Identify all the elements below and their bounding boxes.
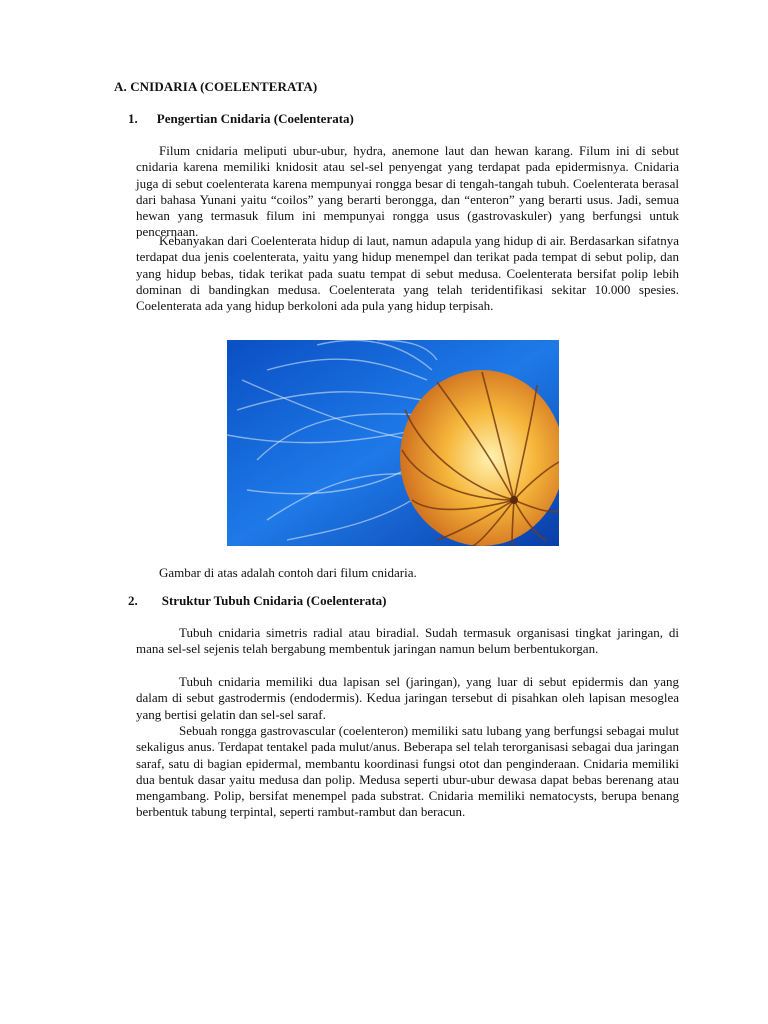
section2-number: 2.	[128, 593, 138, 608]
section1-number: 1.	[128, 111, 138, 126]
section1-heading	[128, 111, 354, 127]
section1-title: Pengertian Cnidaria (Coelenterata)	[156, 111, 354, 126]
section2-paragraph-3: Sebuah rongga gastrovascular (coelenteron) memiliki satu lubang yang berfungsi sebagai mulut sekaligus anus. Terdapat tentakel pada mulut/anus. Beberapa sel telah terorganisasi sebagai dua jaringan saraf, satu di bagian epidermal, membantu koordinasi fungsi otot dan penginderaan. Cnidaria memiliki dua bentuk dasar yaitu medusa dan polip. Medusa seperti ubur-ubur dewasa dapat bebas berenang atau mengambang. Polip, bersifat menempel pada substrat. Cnidaria memiliki nematocysts, berupa benang berbentuk tabung terpintal, seperti rambut-rambut dan beracun.	[136, 723, 679, 820]
section2-paragraph-1: Tubuh cnidaria simetris radial atau biradial. Sudah termasuk organisasi tingkat jaringan, di mana sel-sel sejenis telah bergabung membentuk jaringan namun belum berbentukorgan.	[136, 625, 679, 657]
heading-cnidaria: A. CNIDARIA (COELENTERATA)	[114, 79, 318, 94]
section2-heading	[128, 593, 387, 609]
section1-paragraph-2: Kebanyakan dari Coelenterata hidup di laut, namun adapula yang hidup di air. Berdasarkan sifatnya terdapat dua jenis coelenterata, yaitu yang hidup menempel dan terikat pada tempat di sebut polip, dan yang hidup bebas, tidak terikat pada suatu tempat di sebut medusa. Coelenterata bersifat polip lebih dominan di bandingkan medusa. Coelenterata yang telah teridentifikasi sekitar 10.000 spesies. Coelenterata ada yang hidup berkoloni ada pula yang hidup terpisah.	[136, 233, 679, 314]
jellyfish-photo	[227, 340, 559, 546]
section1-paragraph-1: Filum cnidaria meliputi ubur-ubur, hydra, anemone laut dan hewan karang. Filum ini di sebut cnidaria karena memiliki knidosit atau sel-sel penyengat yang terdapat pada epidermisnya. Cnidaria juga di sebut coelenterata karena mempunyai rongga besar di tengah-tangah tubuh. Coelenterata berasal dari bahasa Yunani yaitu “coilos” yang berarti berongga, dan “enteron” yang berarti usus. Jadi, semua hewan yang termasuk filum ini mempunyai rongga usus (gastrovaskuler) yang berfungsi untuk pencernaan.	[136, 143, 679, 240]
jellyfish-image	[227, 340, 559, 546]
section2-paragraph-2: Tubuh cnidaria memiliki dua lapisan sel (jaringan), yang luar di sebut epidermis dan yang dalam di sebut gastrodermis (endodermis). Kedua jaringan tersebut di pisahkan oleh lapisan mesoglea yang bertisi gelatin dan sel-sel saraf.	[136, 674, 679, 722]
section2-title: Struktur Tubuh Cnidaria (Coelenterata)	[161, 593, 387, 608]
figure-caption: Gambar di atas adalah contoh dari filum cnidaria.	[159, 565, 417, 580]
